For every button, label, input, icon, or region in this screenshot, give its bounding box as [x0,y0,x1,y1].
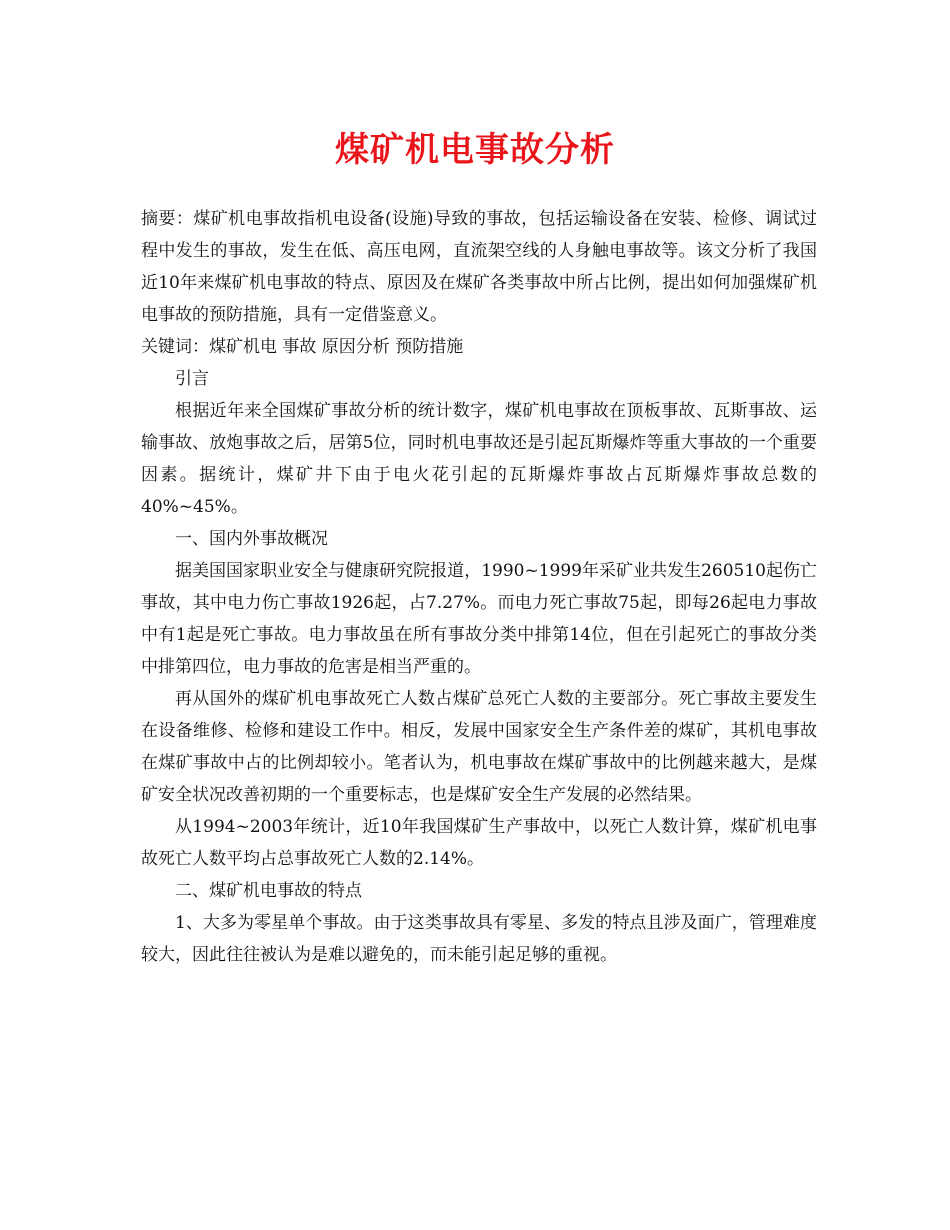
section-1-paragraph-3: 从1994~2003年统计，近10年我国煤矿生产事故中，以死亡人数计算，煤矿机电事故死亡人数平均占总事故死亡人数的2.14%。 [141,817,817,869]
document-title: 煤矿机电事故分析 [335,130,615,170]
keywords-line: 关键词：煤矿机电 事故 原因分析 预防措施 [141,337,464,357]
section-1-paragraph-2: 再从国外的煤矿机电事故死亡人数占煤矿总死亡人数的主要部分。死亡事故主要发生在设备维修、检修和建设工作中。相反，发展中国家安全生产条件差的煤矿，其机电事故在煤矿事故中占的比例却较小。笔者认为，机电事故在煤矿事故中的比例越来越大，是煤矿安全状况改善初期的一个重要标志，也是煤矿安全生产发展的必然结果。 [141,689,817,805]
section-heading-2: 二、煤矿机电事故的特点 [175,881,362,901]
section-1-paragraph-1: 据美国国家职业安全与健康研究院报道，1990~1999年采矿业共发生260510起伤亡事故，其中电力伤亡事故1926起，占7.27%。而电力死亡事故75起，即每26起电力事故中有1起是死亡事故。电力事故虽在所有事故分类中排第14位，但在引起死亡的事故分类中排第四位，电力事故的危害是相当严重的。 [141,561,817,677]
section-2-paragraph-1: 1、大多为零星单个事故。由于这类事故具有零星、多发的特点且涉及面广，管理难度较大，因此往往被认为是难以避免的，而未能引起足够的重视。 [141,913,817,965]
section-heading-intro: 引言 [175,369,209,389]
intro-paragraph: 根据近年来全国煤矿事故分析的统计数字，煤矿机电事故在顶板事故、瓦斯事故、运输事故、放炮事故之后，居第5位，同时机电事故还是引起瓦斯爆炸等重大事故的一个重要因素。据统计，煤矿井下由于电火花引起的瓦斯爆炸事故占瓦斯爆炸事故总数的40%~45%。 [141,401,817,517]
document-body [141,203,817,971]
abstract-paragraph: 摘要：煤矿机电事故指机电设备(设施)导致的事故，包括运输设备在安装、检修、调试过程中发生的事故，发生在低、高压电网，直流架空线的人身触电事故等。该文分析了我国近10年来煤矿机电事故的特点、原因及在煤矿各类事故中所占比例，提出如何加强煤矿机电事故的预防措施，具有一定借鉴意义。 [141,209,817,325]
section-heading-1: 一、国内外事故概况 [175,529,328,549]
